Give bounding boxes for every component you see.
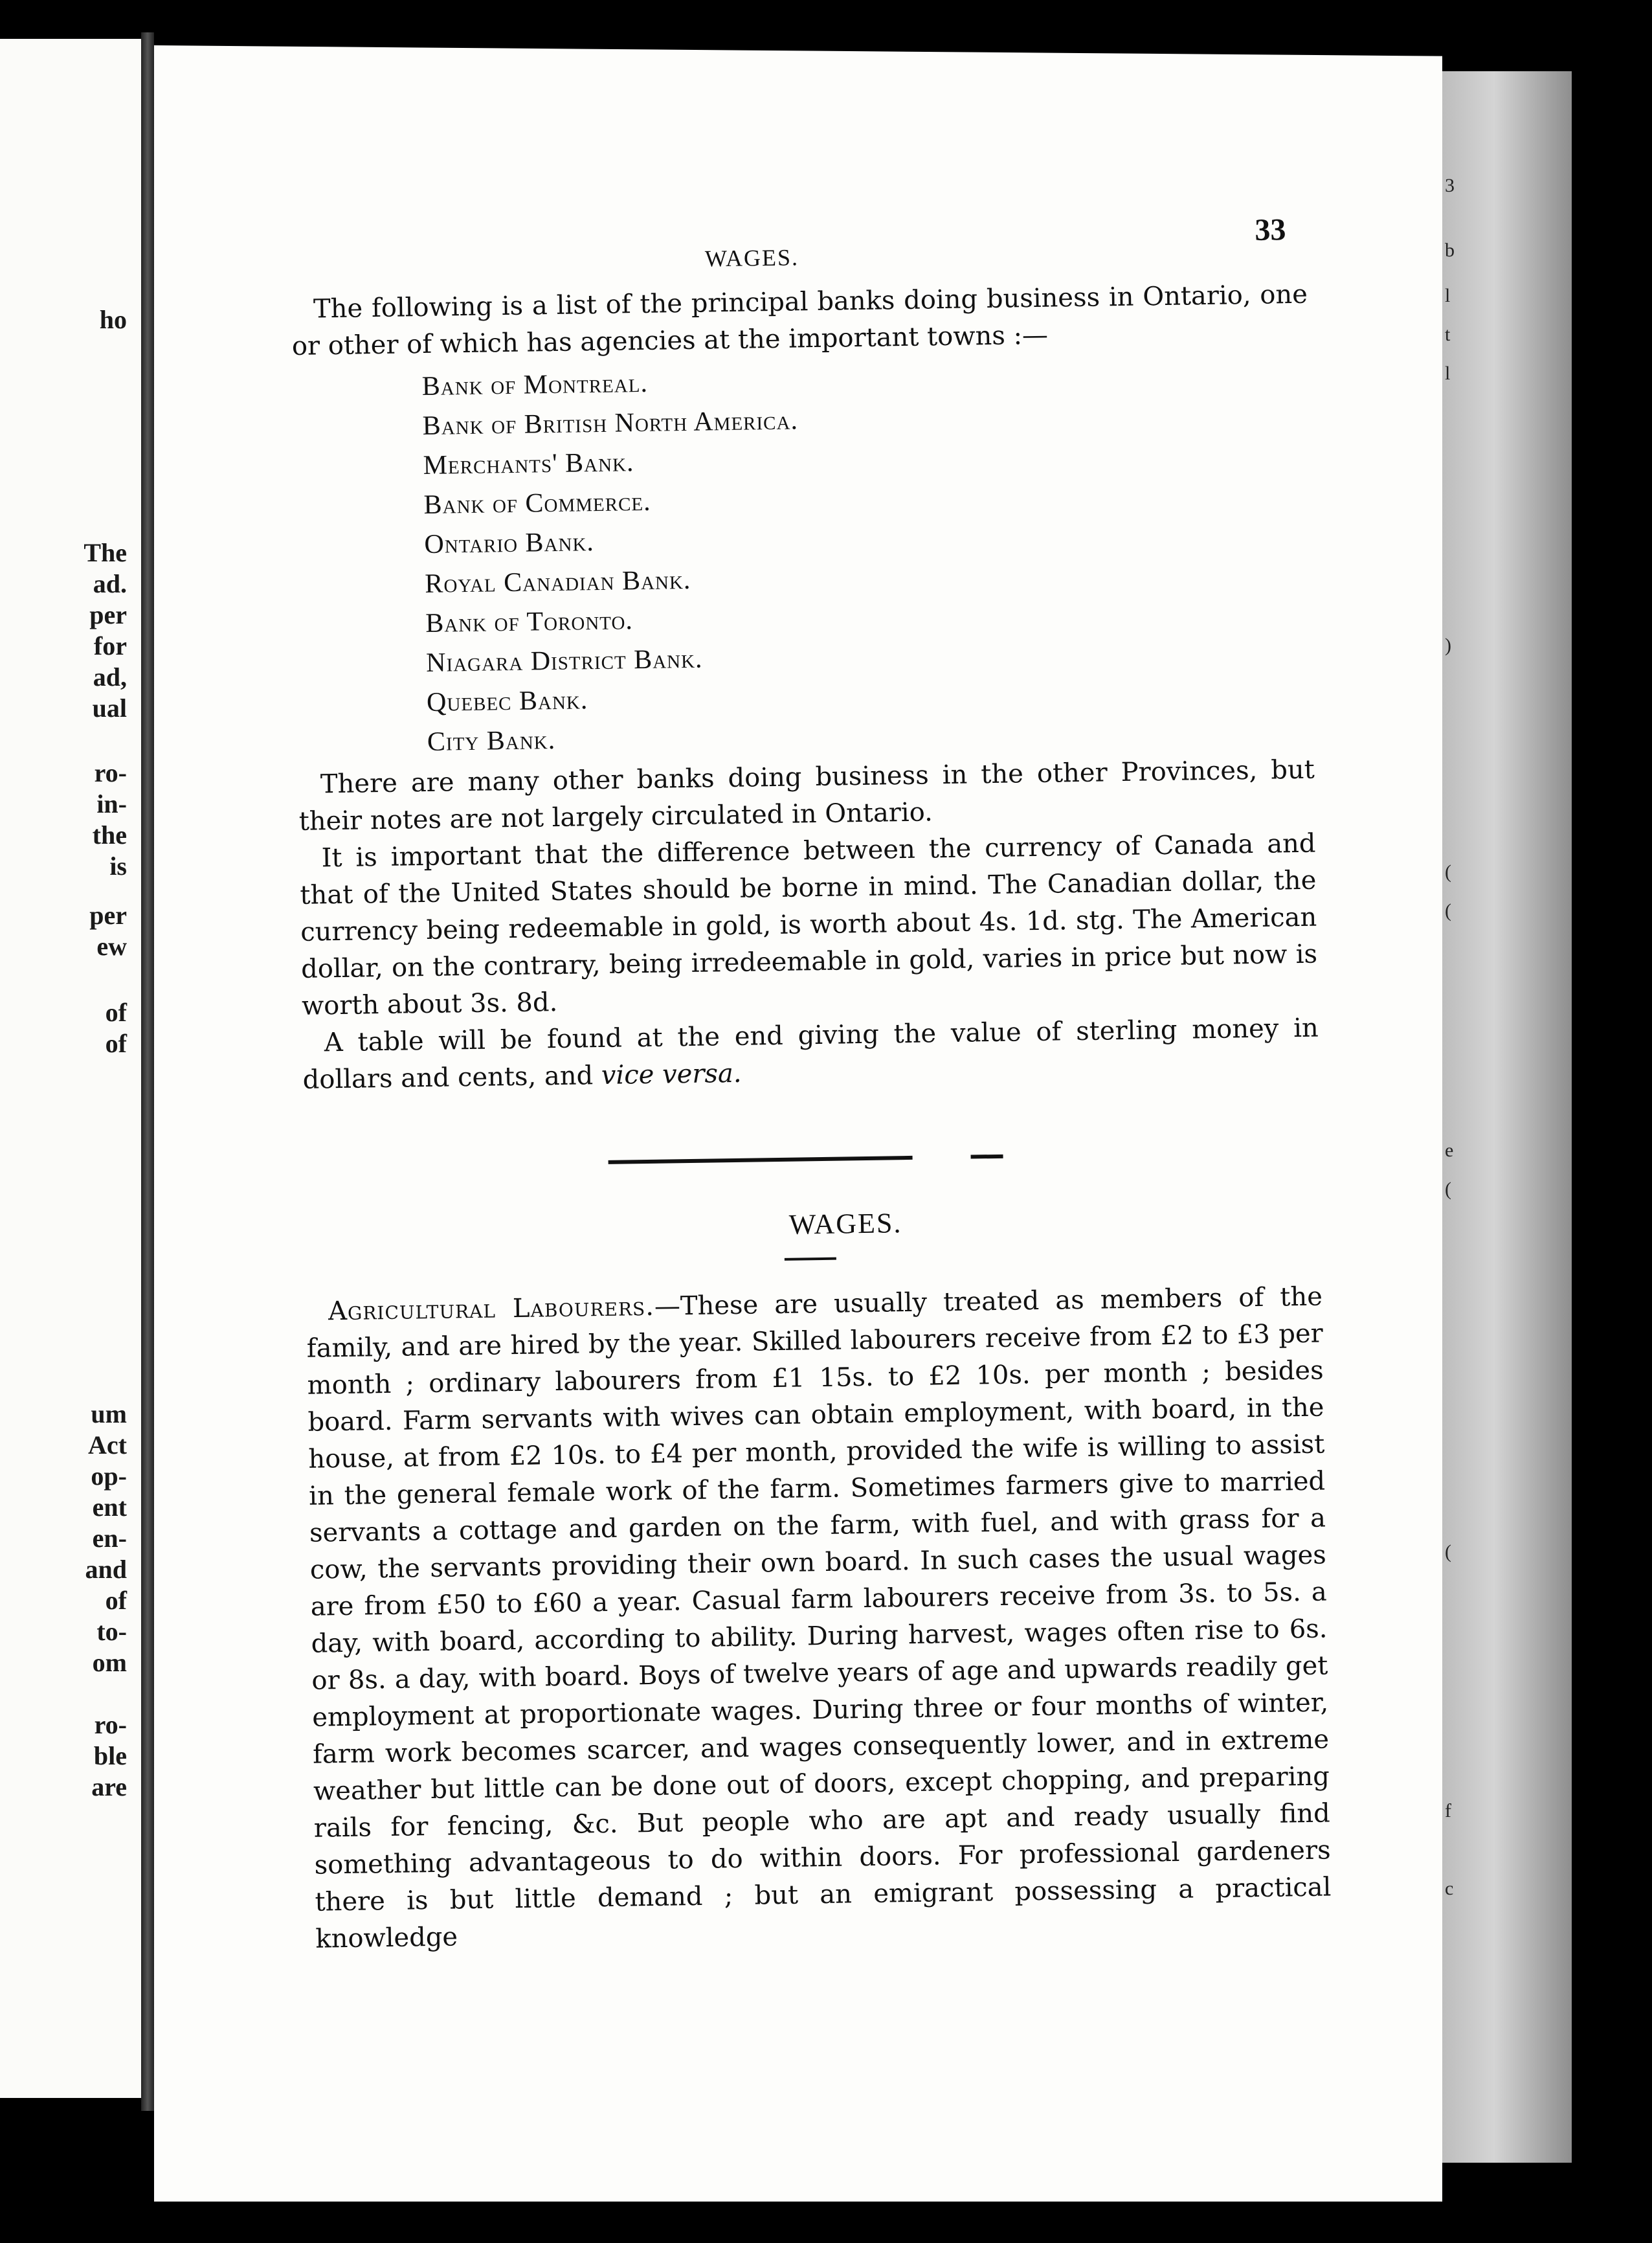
left-fragment: ad, xyxy=(93,662,127,692)
left-fragment: of xyxy=(105,998,127,1027)
left-fragment: The xyxy=(84,538,127,567)
edge-mark: f xyxy=(1445,1800,1451,1821)
edge-mark: l xyxy=(1445,363,1451,384)
left-fragment: to- xyxy=(96,1617,127,1646)
intro-paragraph: The following is a list of the principal banks doing business in Ontario, one or other of which has agencies at the important towns :— xyxy=(291,279,1308,361)
edge-mark: e xyxy=(1445,1140,1454,1161)
left-fragment: ho xyxy=(99,305,127,334)
left-facing-page xyxy=(0,39,141,2098)
wages-text: —These are usually treated as members of the family, and are hired by the year. Skilled labourers receive from £2 to £3 per month ; ordinary labourers from £1 15s. to £2 10s. per month ; besides board. Farm servants with wives can obtain employment, with board, in the house, at from £2 10s. to £4 per month, provided the wife is willing to assist in the general female work of the farm. Sometimes farmers give to married servants a cottage and garden on the farm, with fuel, and with grass for a cow, the servants providing their own board. In such cases the usual wages are from £50 to £60 a year. Casual farm labourers receive from 3s. to 5s. a day, with board, according to ability. During harvest, wages often rise to 6s. or 8s. a day, with board. Boys of twelve years of age and upwards readily get employment at proportionate wages. During three or four months of winter, farm work becomes scarcer, and wages consequently lower, and in extreme weather but little can be done out of doors, except chopping, and preparing rails for fencing, &c. But people who are apt and ready usually find something advantageous to do within doors. For professional gardeners there is but little demand ; but an emigrant possessing a practical knowledge xyxy=(306,1281,1332,1954)
edge-mark: b xyxy=(1445,240,1455,261)
divider-long-rule xyxy=(608,1156,913,1164)
bank-list-item: Quebec Bank. xyxy=(426,685,588,717)
wages-lead: Agricultural Labourers. xyxy=(328,1291,655,1327)
table-paragraph-text: A table will be found at the end giving the value of sterling money in dollars and cents, and xyxy=(302,1013,1319,1095)
bank-list-item: Niagara District Bank. xyxy=(425,644,703,678)
bank-list-item: Bank of Montreal. xyxy=(421,368,649,402)
edge-mark: ) xyxy=(1445,635,1451,656)
running-head xyxy=(290,205,1307,291)
bank-list-item: Bank of British North America. xyxy=(422,405,799,441)
left-fragment: ro- xyxy=(94,1710,127,1739)
page-stack-edge xyxy=(1442,71,1572,2163)
left-fragment: of xyxy=(105,1029,127,1058)
edge-mark: c xyxy=(1445,1878,1454,1899)
left-fragment: per xyxy=(89,901,127,930)
book-gutter xyxy=(141,32,154,2111)
left-fragment: are xyxy=(91,1772,127,1801)
bank-list-item: Merchants' Bank. xyxy=(423,447,634,480)
bank-list xyxy=(421,354,1314,762)
currency-paragraph: It is important that the difference between the currency of Canada and that of the United States should be borne in mind. The Canadian dollar, the currency being redeemable in gold, is worth about 4s. 1d. stg. The American dollar, on the contrary, being irredeemable in gold, varies in price but now is worth about 3s. 8d. xyxy=(300,828,1318,1021)
left-fragment: ew xyxy=(96,932,127,961)
left-fragment: ro- xyxy=(94,758,127,787)
edge-mark: ( xyxy=(1445,1178,1451,1200)
edge-mark: 3 xyxy=(1445,175,1455,196)
left-fragment: Act xyxy=(88,1430,127,1460)
bank-list-item: Bank of Toronto. xyxy=(425,605,634,638)
left-fragment: in- xyxy=(96,789,127,818)
running-title: WAGES. xyxy=(704,244,799,272)
page-content xyxy=(290,205,1332,1958)
edge-mark: ( xyxy=(1445,1541,1451,1562)
edge-mark: l xyxy=(1445,285,1451,306)
wages-paragraph xyxy=(306,1279,1332,1958)
left-fragment: of xyxy=(105,1586,127,1615)
bank-list-item: Royal Canadian Bank. xyxy=(425,565,691,599)
section-divider xyxy=(304,1110,1321,1202)
left-fragment: and xyxy=(85,1555,127,1584)
left-fragment: en- xyxy=(92,1524,127,1553)
bank-list-item: Bank of Commerce. xyxy=(423,486,651,520)
left-fragment: ual xyxy=(92,693,127,723)
bank-list-item: Ontario Bank. xyxy=(424,527,595,559)
edge-mark: ( xyxy=(1445,861,1451,883)
left-fragment: per xyxy=(89,600,127,629)
other-banks-paragraph: There are many other banks doing business in the other Provinces, but their notes are not largely circulated in Ontario. xyxy=(298,754,1315,837)
left-fragment: ble xyxy=(93,1741,127,1770)
left-fragment: is xyxy=(109,851,127,881)
left-fragment: ent xyxy=(92,1493,127,1522)
edge-mark: t xyxy=(1445,324,1451,345)
section-title-rule xyxy=(785,1257,836,1261)
left-fragment: for xyxy=(93,631,127,660)
section-title: WAGES. xyxy=(788,1207,902,1241)
left-fragment: ad. xyxy=(93,569,127,598)
left-fragment: the xyxy=(92,820,127,850)
left-fragment: um xyxy=(91,1399,127,1428)
table-paragraph-italic: vice versa. xyxy=(601,1058,742,1091)
left-fragment: op- xyxy=(91,1461,127,1491)
left-fragment: om xyxy=(92,1648,127,1677)
table-paragraph xyxy=(302,1010,1319,1099)
bank-list-item: City Bank. xyxy=(427,725,556,757)
page-number: 33 xyxy=(1254,212,1286,247)
divider-short-rule xyxy=(971,1155,1003,1159)
edge-mark: ( xyxy=(1445,900,1451,921)
